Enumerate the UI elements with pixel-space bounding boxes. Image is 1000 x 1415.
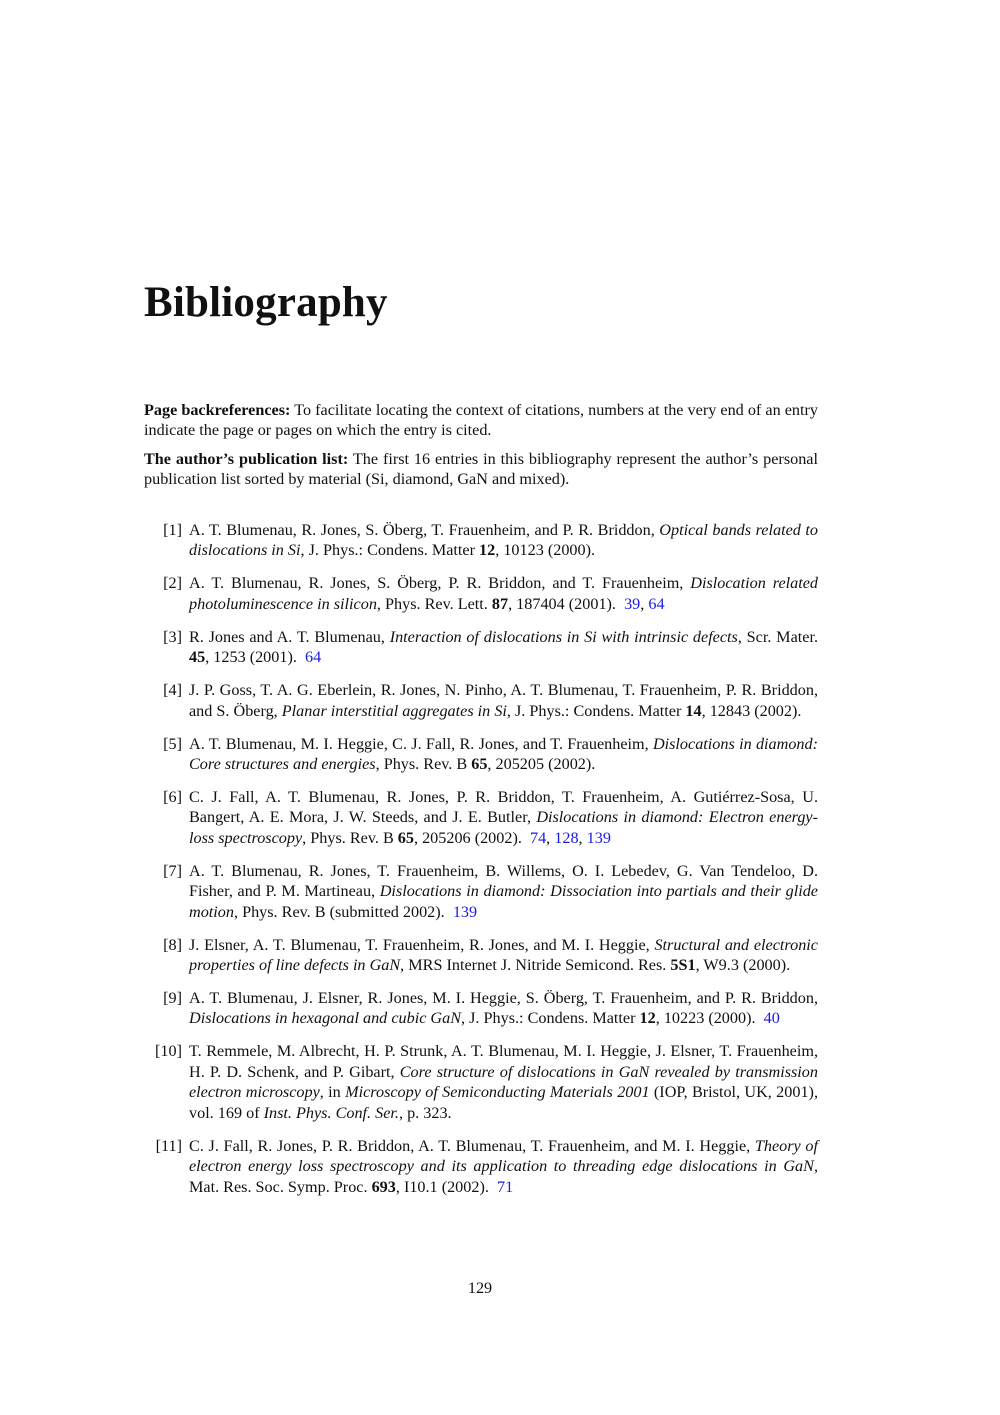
reference-journal: , Mat. Res. Soc. Symp. Proc. bbox=[189, 1157, 818, 1196]
reference-entry bbox=[144, 520, 818, 561]
reference-title: Planar interstitial aggregates in Si bbox=[281, 701, 507, 720]
reference-entry bbox=[144, 1041, 818, 1123]
reference-volume: 87 bbox=[491, 594, 509, 613]
reference-volume: 14 bbox=[685, 701, 702, 720]
reference-journal: , Phys. Rev. B bbox=[375, 755, 472, 774]
reference-entry bbox=[144, 734, 818, 775]
reference-entry bbox=[144, 861, 818, 922]
reference-series: Inst. Phys. Conf. Ser. bbox=[263, 1103, 399, 1122]
reference-volume: 65 bbox=[397, 828, 414, 847]
reference-volume: 12 bbox=[479, 541, 496, 560]
reference-entry bbox=[144, 935, 818, 976]
backref-link[interactable]: 64 bbox=[648, 594, 665, 613]
reference-volume: 5S1 bbox=[670, 956, 696, 975]
reference-pages-year: , I10.1 (2002). bbox=[395, 1177, 489, 1196]
reference-authors: R. Jones and A. T. Blumenau, bbox=[189, 627, 390, 646]
reference-journal: , J. Phys.: Condens. Matter bbox=[300, 541, 480, 560]
reference-body bbox=[189, 1041, 818, 1123]
reference-entry bbox=[144, 1136, 818, 1197]
reference-authors: C. J. Fall, R. Jones, P. R. Briddon, A. T. Blumenau, T. Frauenheim, and M. I. Heggie, bbox=[189, 1136, 755, 1155]
reference-volume: 65 bbox=[471, 755, 488, 774]
reference-journal: , Phys. Rev. Lett. bbox=[376, 594, 492, 613]
reference-title: Optical bands related to dislocations in Si bbox=[189, 521, 818, 560]
reference-number: [4] bbox=[163, 681, 182, 700]
reference-entry bbox=[144, 787, 818, 848]
reference-title: Interaction of dislocations in Si with intrinsic defects bbox=[389, 627, 738, 646]
reference-title: Structural and electronic properties of line defects in GaN bbox=[189, 935, 818, 975]
note-text: To facilitate locating the context of citations, numbers at the very end of an entry indicate the page or pages on which the entry is cited. bbox=[144, 401, 819, 440]
reference-pages-year: , 10123 (2000). bbox=[495, 541, 596, 560]
reference-volume: 12 bbox=[639, 1009, 656, 1028]
reference-journal: , MRS Internet J. Nitride Semicond. Res. bbox=[400, 956, 671, 975]
reference-number: [8] bbox=[163, 935, 182, 954]
reference-title: Dislocations in diamond: Core structures and energies bbox=[189, 734, 818, 774]
reference-title: Dislocations in diamond: Dissociation into partials and their glide motion bbox=[189, 882, 818, 921]
backref-link[interactable]: 139 bbox=[452, 902, 478, 921]
reference-body bbox=[189, 520, 818, 561]
reference-pages-year: , W9.3 (2000). bbox=[695, 956, 791, 975]
reference-pages-year: , 205206 (2002). bbox=[413, 828, 522, 847]
reference-list bbox=[144, 520, 818, 1210]
reference-title: Core structure of dislocations in GaN revealed by transmission electron microscopy bbox=[189, 1062, 818, 1102]
reference-number: [10] bbox=[155, 1042, 182, 1061]
reference-title: Dislocations in hexagonal and cubic GaN bbox=[189, 1009, 462, 1028]
reference-body: A. T. Blumenau, R. Jones, S. Öberg, P. R. Briddon, and T. Frauenheim, Dislocation related photoluminescence in silicon, Phys. Rev. Lett. 87, 187404 (2001). 39, 64 bbox=[189, 574, 818, 613]
reference-entry bbox=[144, 573, 818, 614]
reference-number: [11] bbox=[155, 1136, 182, 1155]
reference-body: C. J. Fall, A. T. Blumenau, R. Jones, P. R. Briddon, T. Frauenheim, A. Gutiérrez-Sosa, U. Bangert, A. E. Mora, J. W. Steeds, and J. E. Butler, Dislocations in diamond: Electron energy-loss spectroscopy, Phys. Rev. B 65, 205206 (2002). 74, 128, 139 bbox=[189, 788, 818, 847]
reference-authors: A. T. Blumenau, M. I. Heggie, C. J. Fall, R. Jones, and T. Frauenheim, bbox=[189, 734, 653, 753]
reference-book-title: Microscopy of Semiconducting Materials 2001 bbox=[345, 1083, 650, 1102]
reference-body bbox=[189, 1136, 818, 1197]
reference-journal: , Phys. Rev. B (submitted 2002). bbox=[233, 902, 445, 921]
reference-authors: A. T. Blumenau, R. Jones, T. Frauenheim, B. Willems, O. I. Lebedev, G. Van Tendeloo, D. Fisher, and P. M. Martineau, bbox=[189, 861, 818, 901]
reference-entry bbox=[144, 627, 818, 668]
note-publication-list bbox=[144, 449, 818, 490]
reference-journal: , J. Phys.: Condens. Matter bbox=[506, 701, 686, 720]
reference-body bbox=[189, 627, 818, 668]
reference-pages: , p. 323. bbox=[398, 1103, 452, 1122]
reference-journal: , Scr. Mater. bbox=[737, 627, 818, 646]
reference-pages-year: , 187404 (2001). bbox=[508, 594, 616, 613]
reference-body bbox=[189, 680, 818, 721]
backref-link[interactable]: 139 bbox=[586, 828, 611, 847]
reference-body bbox=[189, 861, 818, 922]
page-number: 129 bbox=[467, 1279, 493, 1297]
reference-volume: 45 bbox=[189, 648, 206, 667]
reference-journal: , Phys. Rev. B bbox=[302, 828, 398, 847]
reference-title: Theory of electron energy loss spectroscopy and its application to threading edge dislocations in GaN bbox=[189, 1136, 818, 1176]
reference-pages-year: , 10223 (2000). bbox=[655, 1009, 756, 1028]
reference-number: [1] bbox=[163, 521, 182, 539]
backref-link[interactable]: 64 bbox=[305, 648, 322, 667]
reference-pages-year: , 1253 (2001). bbox=[205, 648, 297, 667]
reference-number: [5] bbox=[163, 734, 182, 753]
reference-body bbox=[189, 935, 818, 976]
reference-authors: J. Elsner, A. T. Blumenau, T. Frauenheim, R. Jones, and M. I. Heggie, bbox=[189, 935, 655, 954]
reference-pages-year: , 12843 (2002). bbox=[701, 701, 802, 720]
reference-title: Dislocations in diamond: Electron energy-loss spectroscopy bbox=[189, 808, 818, 847]
intro-notes bbox=[144, 400, 818, 498]
reference-body bbox=[189, 734, 818, 775]
reference-number: [6] bbox=[163, 788, 182, 807]
note-label: Page backreferences: bbox=[144, 401, 291, 419]
reference-entry bbox=[144, 988, 818, 1029]
backref-link[interactable]: 128 bbox=[554, 828, 579, 847]
reference-title: Dislocation related photoluminescence in silicon bbox=[189, 574, 818, 613]
reference-authors: A. T. Blumenau, R. Jones, S. Öberg, P. R. Briddon, and T. Frauenheim, bbox=[189, 574, 691, 593]
reference-number: [7] bbox=[163, 861, 182, 880]
reference-authors: C. J. Fall, A. T. Blumenau, R. Jones, P. R. Briddon, T. Frauenheim, A. Gutiérrez-Sosa, U. Bangert, A. E. Mora, J. W. Steeds, and J. E. Butler, bbox=[189, 788, 818, 827]
reference-authors: T. Remmele, M. Albrecht, H. P. Strunk, A. T. Blumenau, M. I. Heggie, J. Elsner, T. Frauenheim, H. P. D. Schenk, and P. Gibart, bbox=[189, 1042, 818, 1081]
note-page-backreferences bbox=[144, 400, 818, 441]
reference-number: [9] bbox=[163, 989, 182, 1008]
reference-entry bbox=[144, 680, 818, 721]
note-label: The author’s publication list: bbox=[144, 449, 349, 468]
backref-link[interactable]: 40 bbox=[763, 1009, 780, 1028]
reference-volume: 693 bbox=[371, 1177, 396, 1196]
reference-number: [2] bbox=[163, 574, 182, 593]
reference-pages-year: , 205205 (2002). bbox=[487, 755, 596, 774]
reference-body bbox=[189, 988, 818, 1029]
reference-authors: A. T. Blumenau, R. Jones, S. Öberg, T. Frauenheim, and P. R. Briddon, bbox=[189, 521, 660, 539]
reference-number: [3] bbox=[163, 627, 182, 646]
reference-journal: , in bbox=[319, 1083, 346, 1102]
backref-link[interactable]: 71 bbox=[497, 1177, 514, 1196]
reference-publisher: (IOP, Bristol, UK, 2001), vol. 169 of bbox=[189, 1083, 818, 1122]
backref-link[interactable]: 39 bbox=[624, 594, 641, 613]
note-text: The first 16 entries in this bibliography represent the author’s personal publication list sorted by material (Si, diamond, GaN and mixed). bbox=[144, 449, 818, 489]
reference-authors: A. T. Blumenau, J. Elsner, R. Jones, M. I. Heggie, S. Öberg, T. Frauenheim, and P. R. Briddon, bbox=[189, 989, 818, 1008]
reference-journal: , J. Phys.: Condens. Matter bbox=[461, 1009, 640, 1028]
reference-authors: J. P. Goss, T. A. G. Eberlein, R. Jones, N. Pinho, A. T. Blumenau, T. Frauenheim, P. R. Briddon, and S. Öberg, bbox=[189, 681, 818, 720]
backref-link[interactable]: 74 bbox=[529, 828, 547, 847]
page-title: Bibliography bbox=[144, 279, 388, 326]
